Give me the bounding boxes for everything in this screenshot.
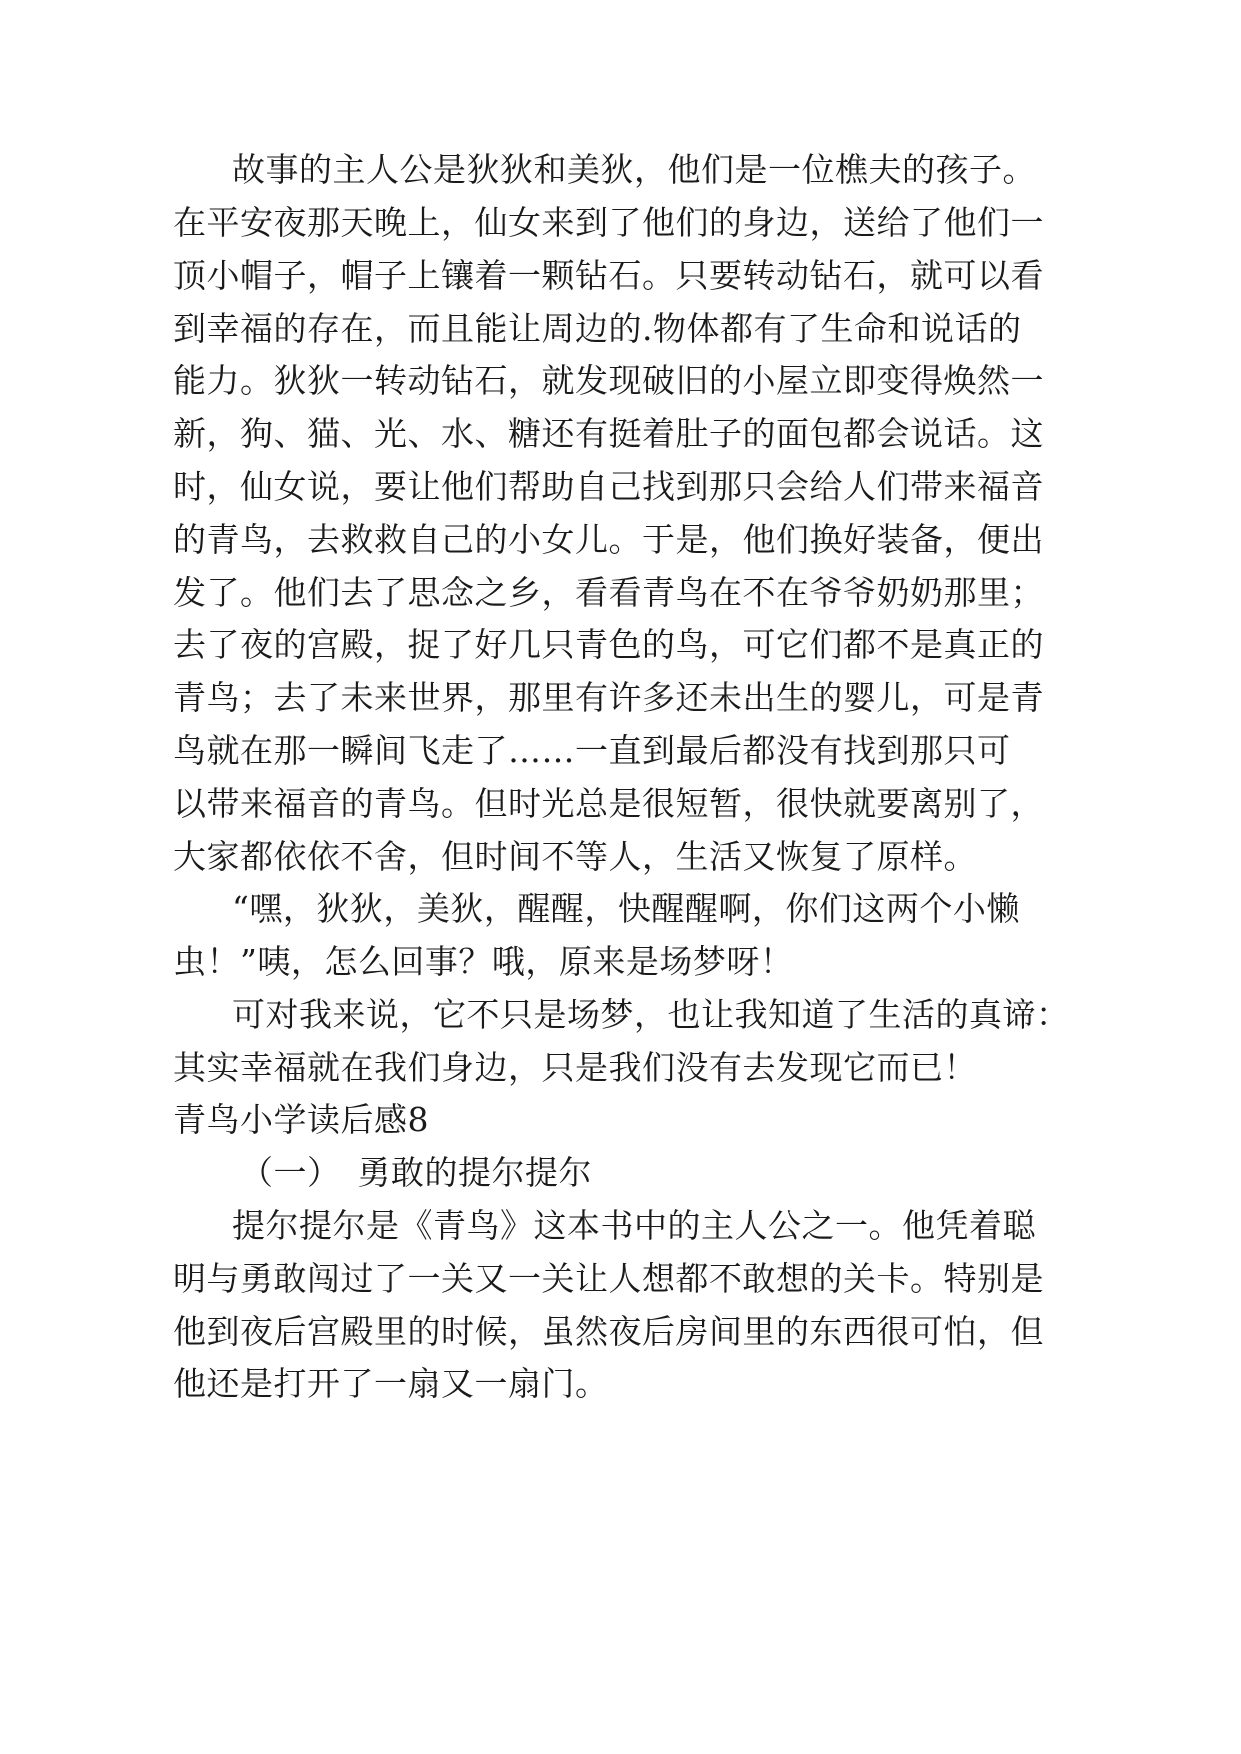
subsection-heading: （一） 勇敢的提尔提尔	[240, 1153, 592, 1192]
paragraph-1-line-7: 时，仙女说，要让他们帮助自己找到那只会给人们带来福音	[173, 467, 1044, 506]
paragraph-1-line-8: 的青鸟，去救救自己的小女儿。于是，他们换好装备，便出	[173, 520, 1044, 559]
paragraph-2-line-1: “嘿，狄狄，美狄，醒醒，快醒醒啊，你们这两个小懒	[232, 889, 1020, 928]
paragraph-3-line-1: 可对我来说，它不只是场梦，也让我知道了生活的真谛：	[232, 995, 1070, 1034]
paragraph-1-line-4: 到幸福的存在，而且能让周边的.物体都有了生命和说话的	[173, 309, 1022, 348]
paragraph-1-line-5: 能力。狄狄一转动钻石，就发现破旧的小屋立即变得焕然一	[173, 361, 1044, 400]
paragraph-4-line-1: 提尔提尔是《青鸟》这本书中的主人公之一。他凭着聪	[232, 1206, 1036, 1245]
paragraph-4-line-4: 他还是打开了一扇又一扇门。	[173, 1364, 609, 1403]
paragraph-1-line-11: 青鸟；去了未来世界，那里有许多还未出生的婴儿，可是青	[173, 678, 1044, 717]
paragraph-3-line-2: 其实幸福就在我们身边，只是我们没有去发现它而已！	[173, 1048, 977, 1087]
paragraph-1-line-12: 鸟就在那一瞬间飞走了……一直到最后都没有找到那只可	[173, 731, 1011, 770]
paragraph-4-line-2: 明与勇敢闯过了一关又一关让人想都不敢想的关卡。特别是	[173, 1259, 1044, 1298]
paragraph-1-line-13: 以带来福音的青鸟。但时光总是很短暂，很快就要离别了，	[173, 784, 1044, 823]
paragraph-4-line-3: 他到夜后宫殿里的时候，虽然夜后房间里的东西很可怕，但	[173, 1312, 1044, 1351]
section-heading: 青鸟小学读后感8	[173, 1100, 429, 1139]
paragraph-1-line-6: 新，狗、猫、光、水、糖还有挺着肚子的面包都会说话。这	[173, 414, 1044, 453]
paragraph-1-line-14: 大家都依依不舍，但时间不等人，生活又恢复了原样。	[173, 837, 977, 876]
paragraph-1-line-3: 顶小帽子，帽子上镶着一颗钻石。只要转动钻石，就可以看	[173, 256, 1044, 295]
paragraph-1-line-2: 在平安夜那天晚上，仙女来到了他们的身边，送给了他们一	[173, 203, 1044, 242]
paragraph-2-line-2: 虫！”咦，怎么回事？哦，原来是场梦呀！	[173, 942, 794, 981]
paragraph-1-line-9: 发了。他们去了思念之乡，看看青鸟在不在爷爷奶奶那里；	[173, 573, 1044, 612]
paragraph-1-line-10: 去了夜的宫殿，捉了好几只青色的鸟，可它们都不是真正的	[173, 625, 1044, 664]
paragraph-1-line-1: 故事的主人公是狄狄和美狄，他们是一位樵夫的孩子。	[232, 150, 1036, 189]
